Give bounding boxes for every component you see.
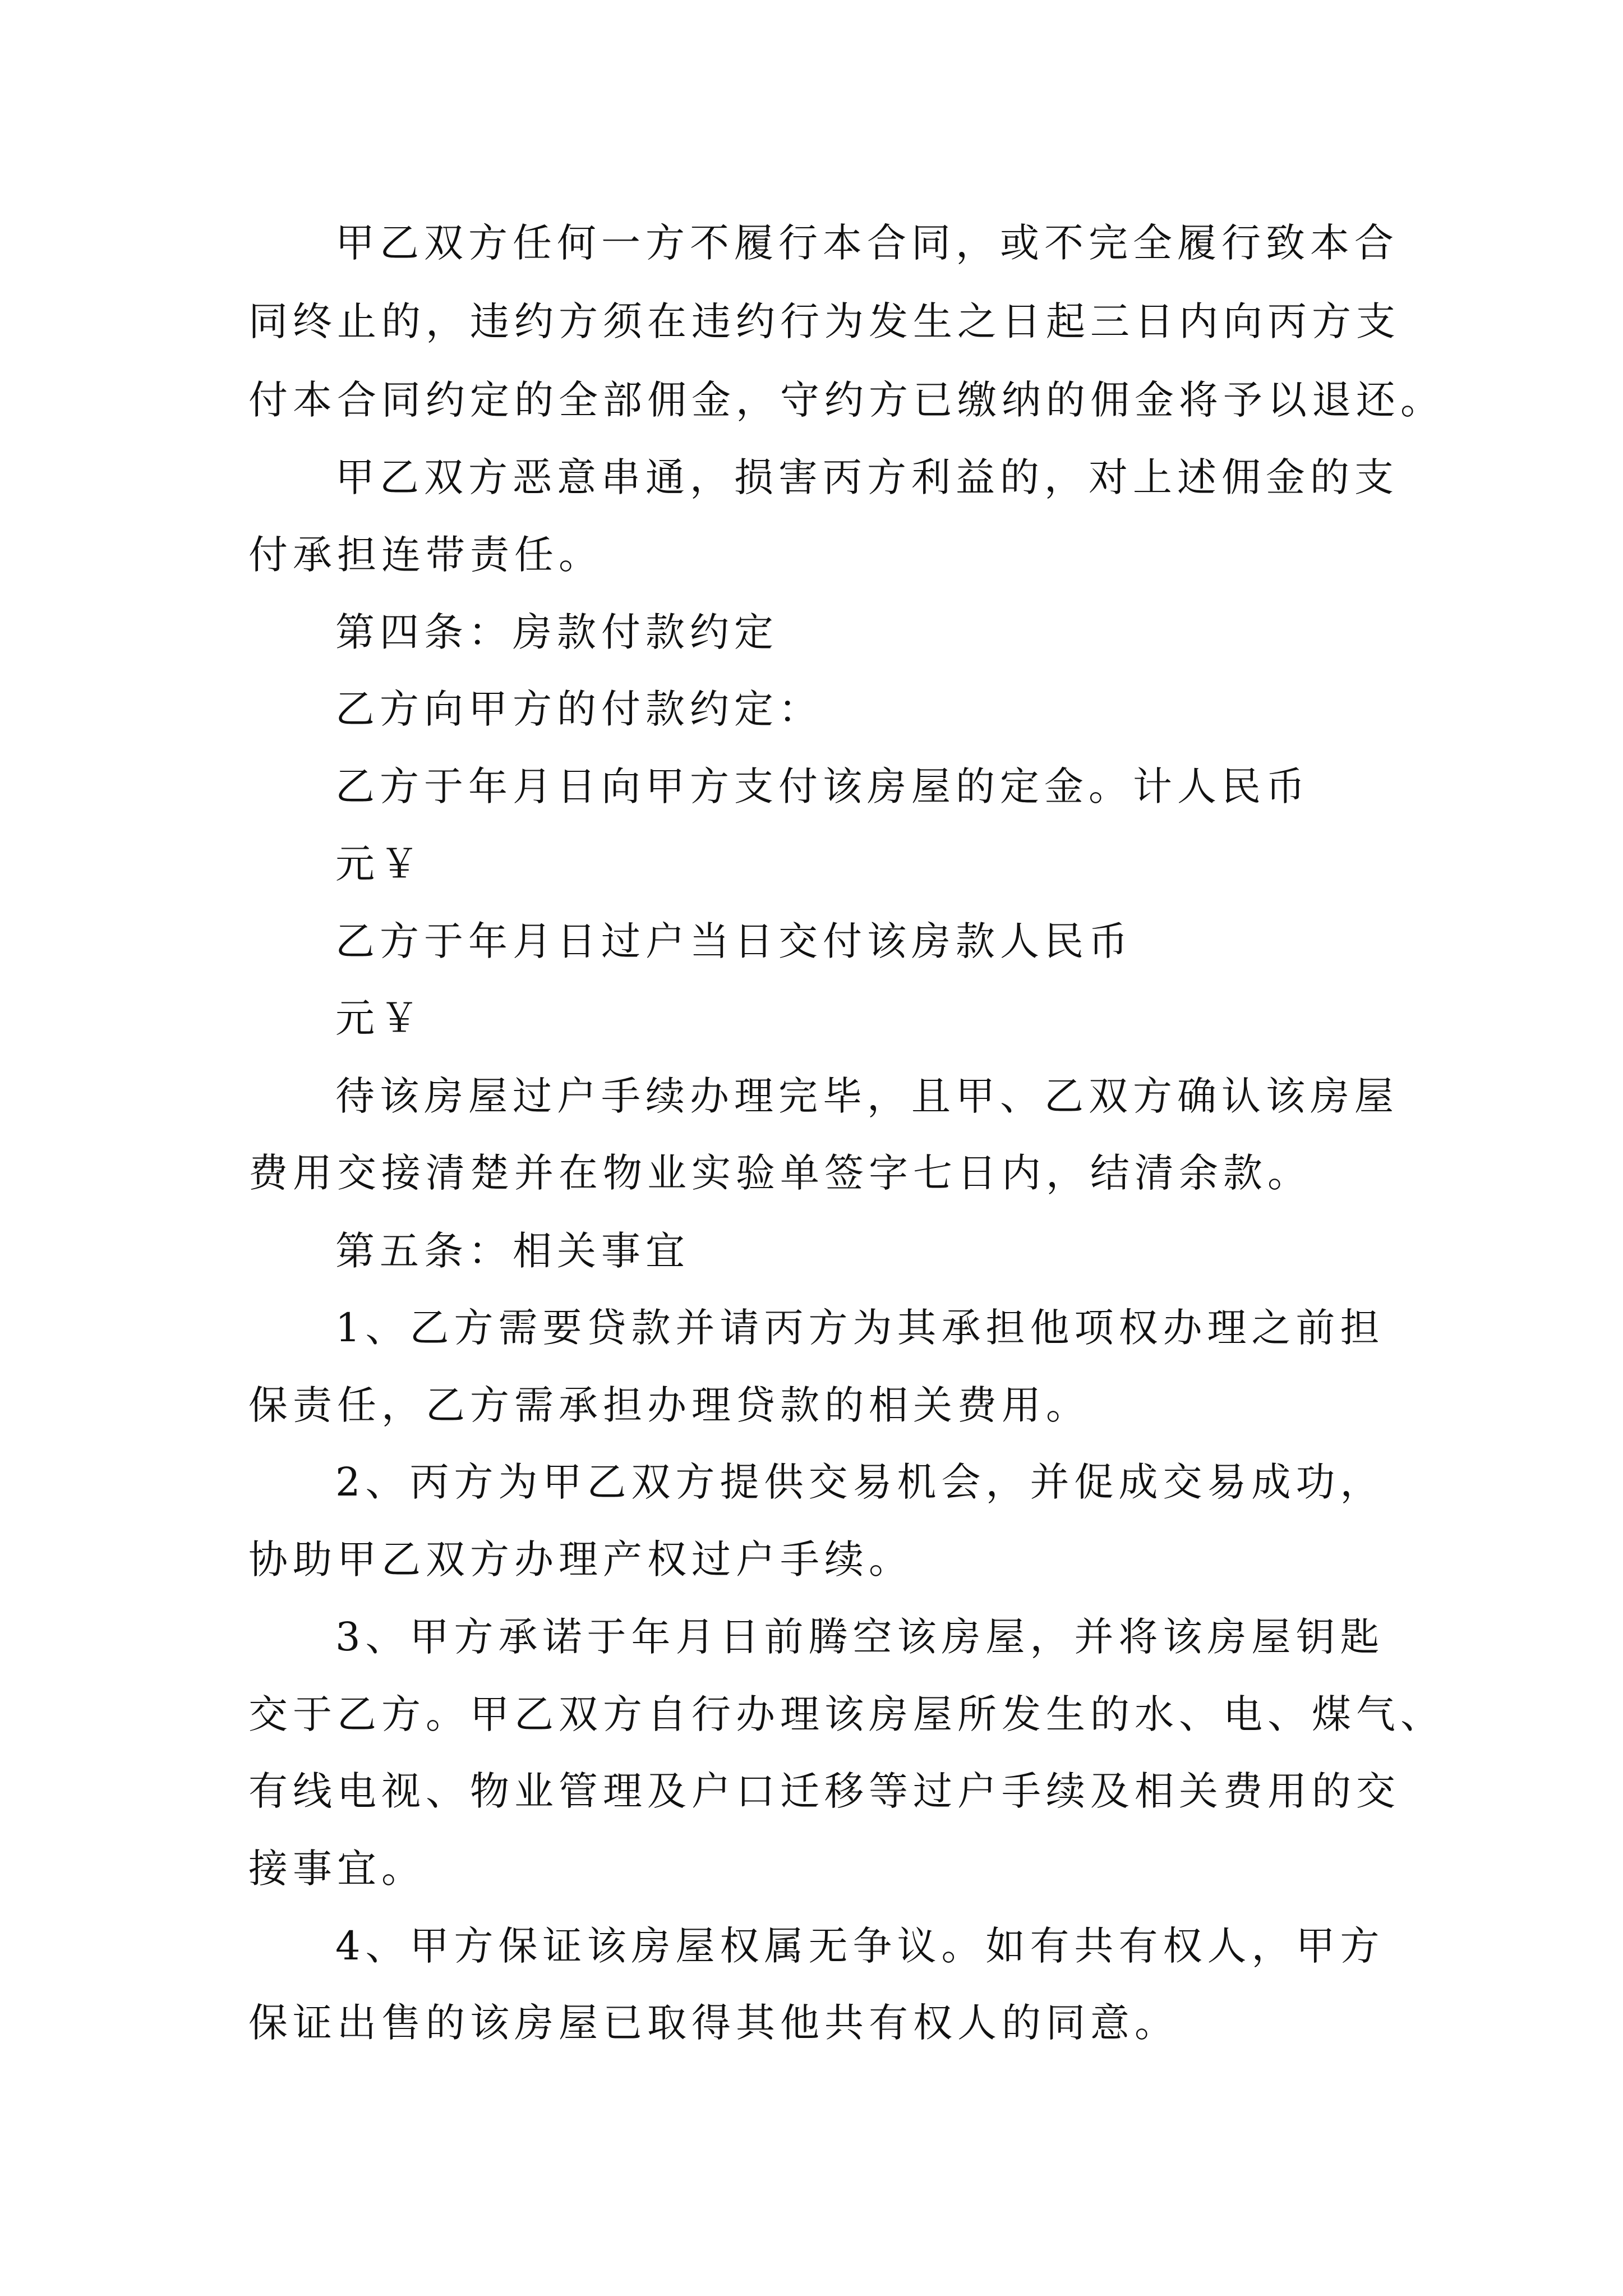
text-line: 乙方于年月日过户当日交付该房款人民币: [335, 918, 1133, 964]
text-line: 甲乙双方任何一方不履行本合同，或不完全履行致本合: [335, 220, 1399, 266]
text-line: 同终止的，违约方须在违约行为发生之日起三日内向丙方支: [248, 298, 1400, 344]
text-line: 元￥: [335, 841, 424, 887]
text-line: 1、乙方需要贷款并请丙方为其承担他项权办理之前担: [335, 1305, 1385, 1351]
text-line: 保责任，乙方需承担办理贷款的相关费用。: [248, 1382, 1090, 1428]
text-line: 2、丙方为甲乙双方提供交易机会，并促成交易成功，: [335, 1459, 1385, 1505]
section-heading: 第五条：相关事宜: [335, 1228, 690, 1274]
text-line: 费用交接清楚并在物业实验单签字七日内，结清余款。: [248, 1150, 1312, 1196]
text-line: 有线电视、物业管理及户口迁移等过户手续及相关费用的交: [248, 1768, 1400, 1814]
text-line: 接事宜。: [248, 1846, 426, 1892]
text-line: 乙方向甲方的付款约定：: [335, 686, 823, 732]
text-line: 4、甲方保证该房屋权属无争议。如有共有权人，甲方: [335, 1923, 1385, 1969]
section-heading: 第四条：房款付款约定: [335, 609, 778, 655]
text-line: 甲乙双方恶意串通，损害丙方利益的，对上述佣金的支: [335, 454, 1399, 500]
text-line: 元￥: [335, 995, 424, 1041]
text-line: 3、甲方承诺于年月日前腾空该房屋，并将该房屋钥匙: [335, 1614, 1385, 1660]
text-line: 交于乙方。甲乙双方自行办理该房屋所发生的水、电、煤气、: [248, 1691, 1445, 1737]
text-line: 付承担连带责任。: [248, 532, 603, 578]
text-line: 协助甲乙双方办理产权过户手续。: [248, 1536, 913, 1582]
text-line: 待该房屋过户手续办理完毕，且甲、乙双方确认该房屋: [335, 1073, 1399, 1119]
text-line: 乙方于年月日向甲方支付该房屋的定金。计人民币: [335, 763, 1310, 809]
text-line: 付本合同约定的全部佣金，守约方已缴纳的佣金将予以退还。: [248, 377, 1445, 423]
text-line: 保证出售的该房屋已取得其他共有权人的同意。: [248, 2000, 1179, 2046]
